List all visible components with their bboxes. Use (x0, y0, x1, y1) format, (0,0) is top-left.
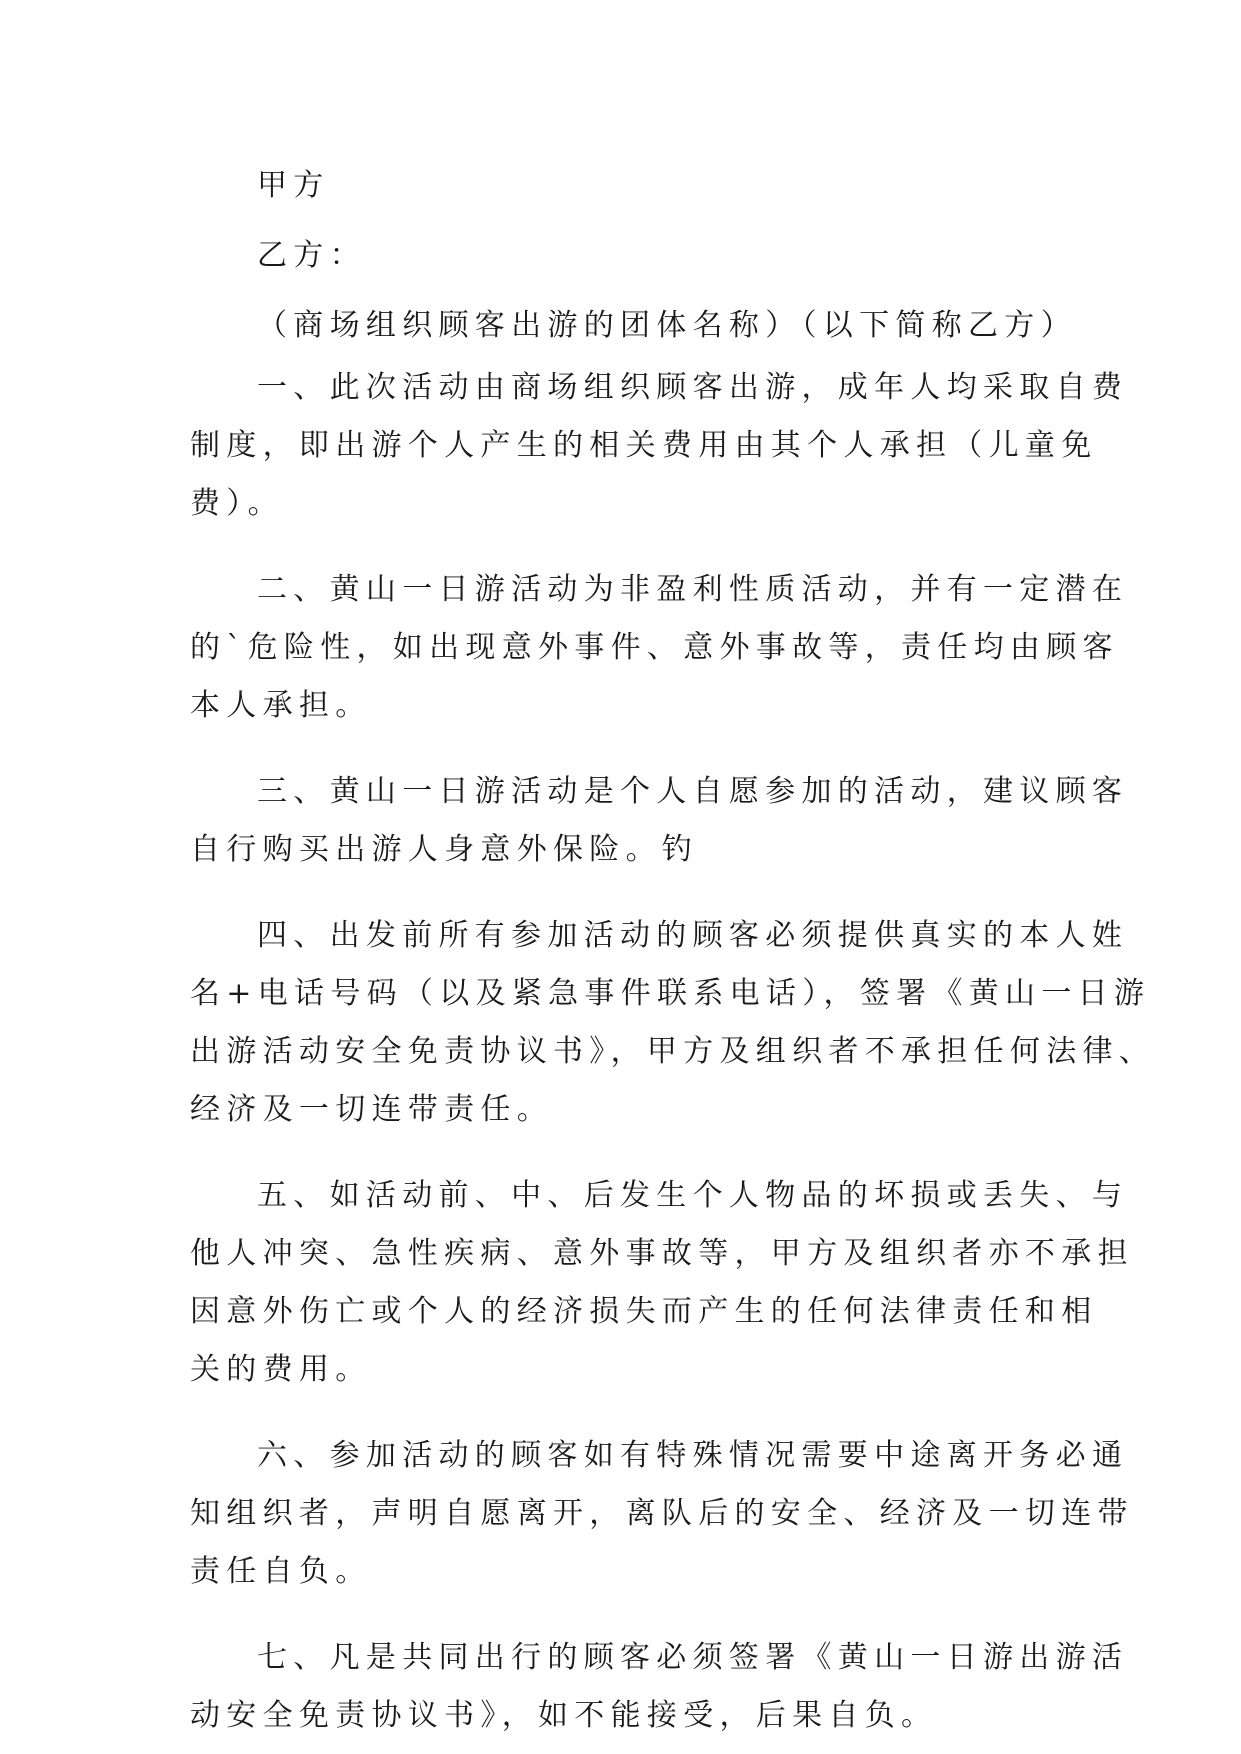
clause-5 (190, 1167, 1134, 1399)
clause-3 (190, 763, 1129, 879)
clause-line: 关的费用。 (190, 1352, 372, 1387)
clause-line: 因意外伤亡或个人的经济损失而产生的任何法律责任和相 (190, 1294, 1098, 1329)
clause-line: 六、参加活动的顾客如有特殊情况需要中途离开务必通 (257, 1438, 1129, 1473)
clause-line: 动安全免责协议书》，如不能接受，后果自负。 (190, 1698, 938, 1733)
party-b-label: 乙方： (257, 238, 366, 273)
clause-6 (190, 1427, 1134, 1601)
clause-line: 七、凡是共同出行的顾客必须签署《黄山一日游出游活 (257, 1640, 1129, 1675)
clause-line: 的`危险性，如出现意外事件、意外事故等，责任均由顾客 (190, 630, 1119, 665)
clause-line: 三、黄山一日游活动是个人自愿参加的活动，建议顾客 (257, 774, 1129, 809)
clause-line: 他人冲突、急性疾病、意外事故等，甲方及组织者亦不承担 (190, 1236, 1134, 1271)
clause-line: 名+电话号码（以及紧急事件联系电话），签署《黄山一日游 (190, 976, 1151, 1011)
clause-line: 出游活动安全免责协议书》，甲方及组织者不承担任何法律、 (190, 1034, 1156, 1069)
party-b-note: （商场组织顾客出游的团体名称）（以下简称乙方） (257, 308, 1077, 343)
clause-line: 一、此次活动由商场组织顾客出游，成年人均采取自费 (257, 370, 1129, 405)
clause-line: 五、如活动前、中、后发生个人物品的坏损或丢失、与 (257, 1178, 1129, 1213)
clause-1 (190, 359, 1129, 533)
clause-2 (190, 561, 1129, 735)
clause-7 (190, 1629, 1129, 1745)
clause-line: 制度，即出游个人产生的相关费用由其个人承担（儿童免 (190, 428, 1098, 463)
clause-line: 知组织者，声明自愿离开，离队后的安全、经济及一切连带 (190, 1496, 1134, 1531)
clause-line: 自行购买出游人身意外保险。钓 (190, 832, 699, 867)
clause-line: 责任自负。 (190, 1554, 372, 1589)
clause-line: 费）。 (190, 486, 284, 521)
document-body (190, 157, 1156, 1745)
clause-line: 经济及一切连带责任。 (190, 1092, 553, 1127)
clause-line: 二、黄山一日游活动为非盈利性质活动，并有一定潜在 (257, 572, 1129, 607)
clause-line: 四、出发前所有参加活动的顾客必须提供真实的本人姓 (257, 918, 1129, 953)
clause-4 (190, 907, 1156, 1139)
clause-line: 本人承担。 (190, 688, 372, 723)
party-a-label: 甲方 (257, 168, 330, 203)
